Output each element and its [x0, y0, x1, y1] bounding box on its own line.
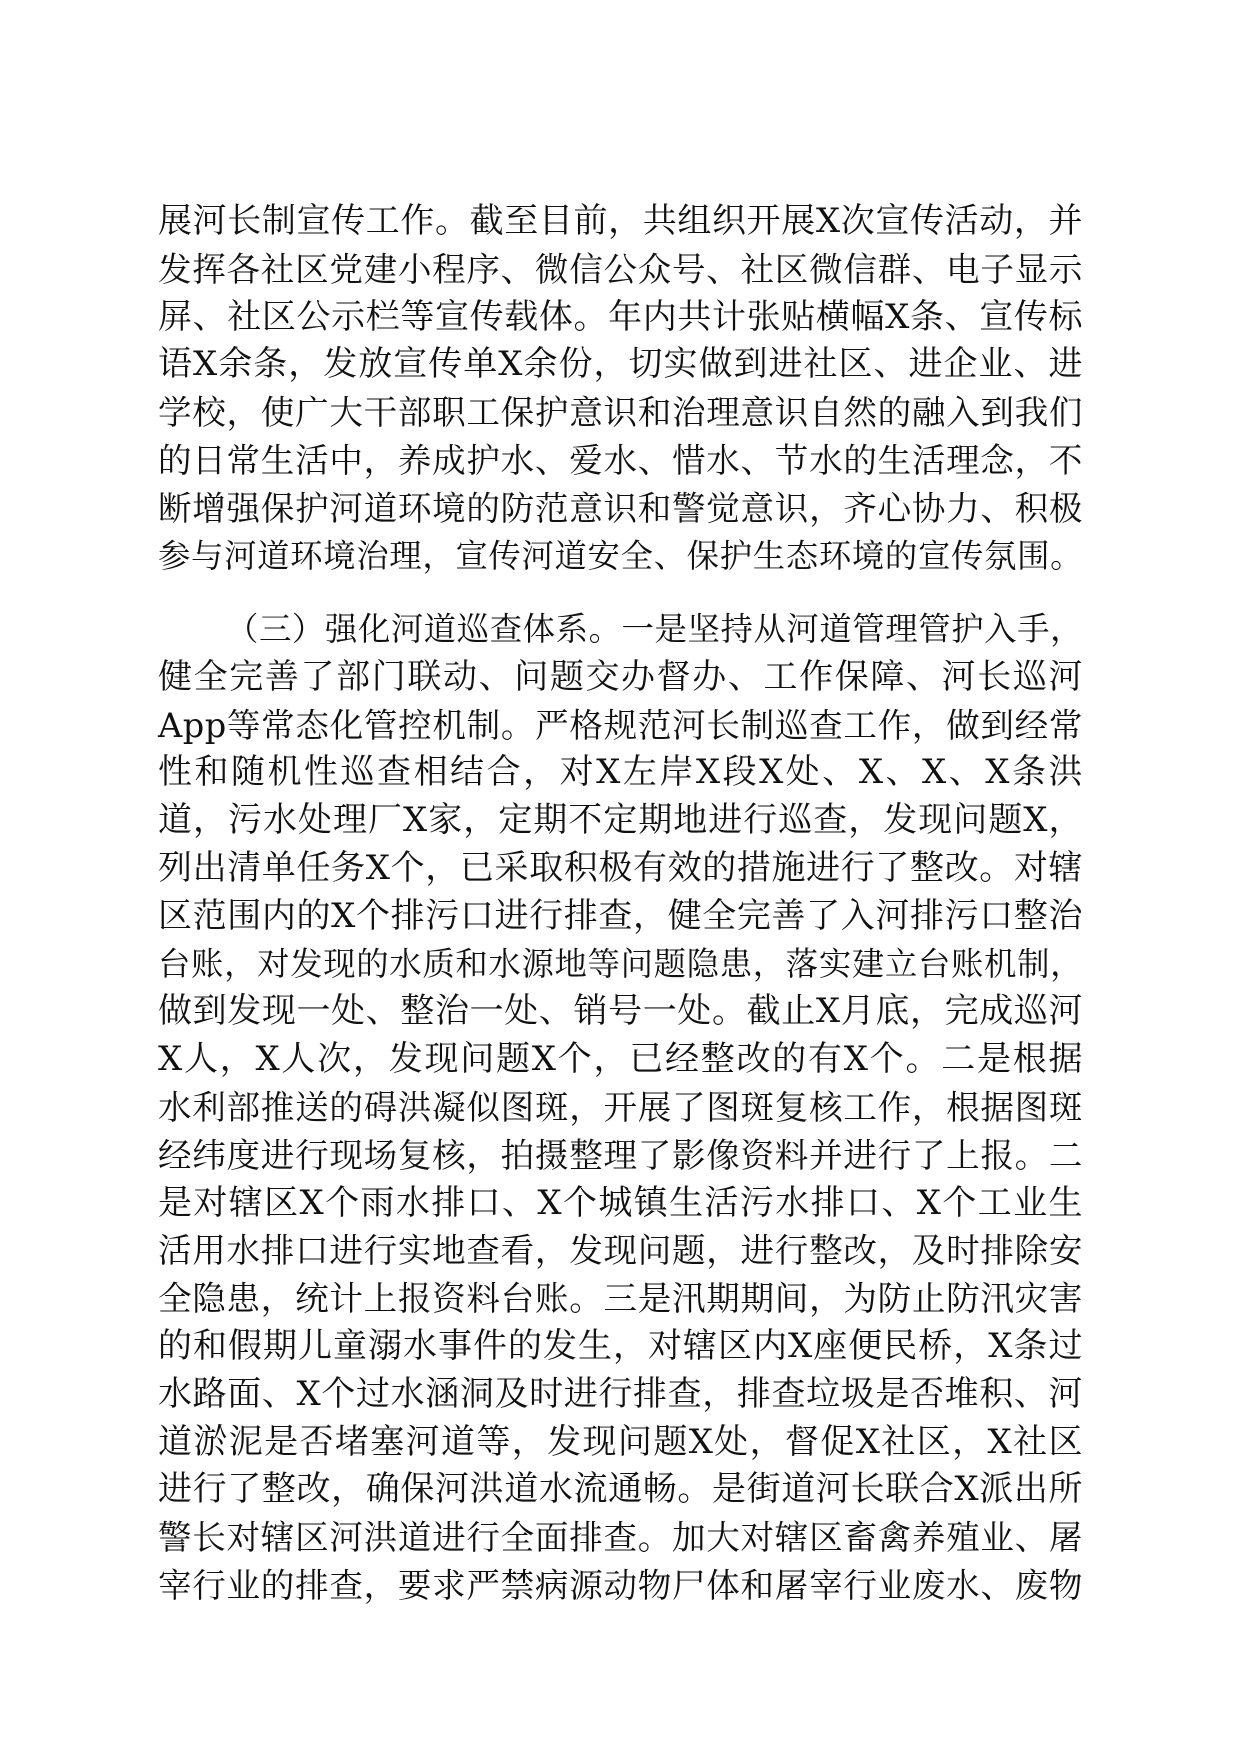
text-line: 的和假期儿童溺水事件的发生，对辖区内X座便民桥，X条过	[158, 1325, 1083, 1366]
text-line: 健全完善了部门联动、问题交办督办、工作保障、河长巡河	[158, 656, 1083, 697]
text-line: 是对辖区X个雨水排口、X个城镇生活污水排口、X个工业生	[158, 1182, 1083, 1223]
text-line: 道，污水处理厂X家，定期不定期地进行巡查，发现问题X，	[158, 800, 1083, 841]
text-line: 屏、社区公示栏等宣传载体。年内共计张贴横幅X条、宣传标	[158, 296, 1083, 337]
text-line: 水利部推送的碍洪凝似图斑，开展了图斑复核工作，根据图斑	[158, 1087, 1083, 1127]
text-line: X人，X人次，发现问题X个，已经整改的有X个。二是根据	[158, 1039, 1083, 1080]
text-line: 进行了整改，确保河洪道水流通畅。是街道河长联合X派出所	[158, 1469, 1083, 1510]
text-line: 区范围内的X个排污口进行排查，健全完善了入河排污口整治	[158, 895, 1083, 936]
text-line: 道淤泥是否堵塞河道等，发现问题X处，督促X社区，X社区	[158, 1421, 1083, 1462]
text-line: 发挥各社区党建小程序、微信公众号、社区微信群、电子显示	[158, 249, 1083, 289]
text-line: App等常态化管控机制。严格规范河长制巡查工作，做到经常	[158, 705, 1083, 745]
paragraph-publicity	[158, 198, 1083, 580]
text-line: 做到发现一处、整治一处、销号一处。截止X月底，完成巡河	[158, 991, 1083, 1032]
text-line: 警长对辖区河洪道进行全面排查。加大对辖区畜禽养殖业、屠	[158, 1518, 1083, 1558]
text-line: 全隐患，统计上报资料台账。三是汛期期间，为防止防汛灾害	[158, 1279, 1083, 1319]
section-heading-line: （三）强化河道巡查体系。一是坚持从河道管理管护入手，	[226, 610, 1083, 648]
text-line: 宰行业的排查，要求严禁病源动物尸体和屠宰行业废水、废物	[158, 1565, 1083, 1605]
text-line: 经纬度进行现场复核，拍摄整理了影像资料并进行了上报。二	[158, 1135, 1083, 1175]
text-line: 台账，对发现的水质和水源地等问题隐患，落实建立台账机制，	[158, 944, 1083, 983]
paragraph-river-inspection	[158, 606, 1083, 1610]
text-line: 展河长制宣传工作。截至目前，共组织开展X次宣传活动，并	[158, 201, 1083, 241]
text-line: 断增强保护河道环境的防范意识和警觉意识，齐心协力、积极	[158, 488, 1083, 528]
text-line: 学校，使广大干部职工保护意识和治理意识自然的融入到我们	[158, 393, 1083, 433]
text-line: 活用水排口进行实地查看，发现问题，进行整改，及时排除安	[158, 1231, 1083, 1271]
text-line: 的日常生活中，养成护水、爱水、惜水、节水的生活理念，不	[158, 440, 1083, 480]
text-line: 水路面、X个过水涵洞及时进行排查，排查垃圾是否堆积、河	[158, 1373, 1083, 1414]
text-line: 性和随机性巡查相结合，对X左岸X段X处、X、X、X条洪	[158, 752, 1083, 793]
text-line: 语X余条，发放宣传单X余份，切实做到进社区、进企业、进	[158, 344, 1083, 385]
text-line: 列出清单任务X个，已采取积极有效的措施进行了整改。对辖	[158, 847, 1083, 888]
text-line: 参与河道环境治理，宣传河道安全、保护生态环境的宣传氛围。	[158, 536, 1083, 575]
